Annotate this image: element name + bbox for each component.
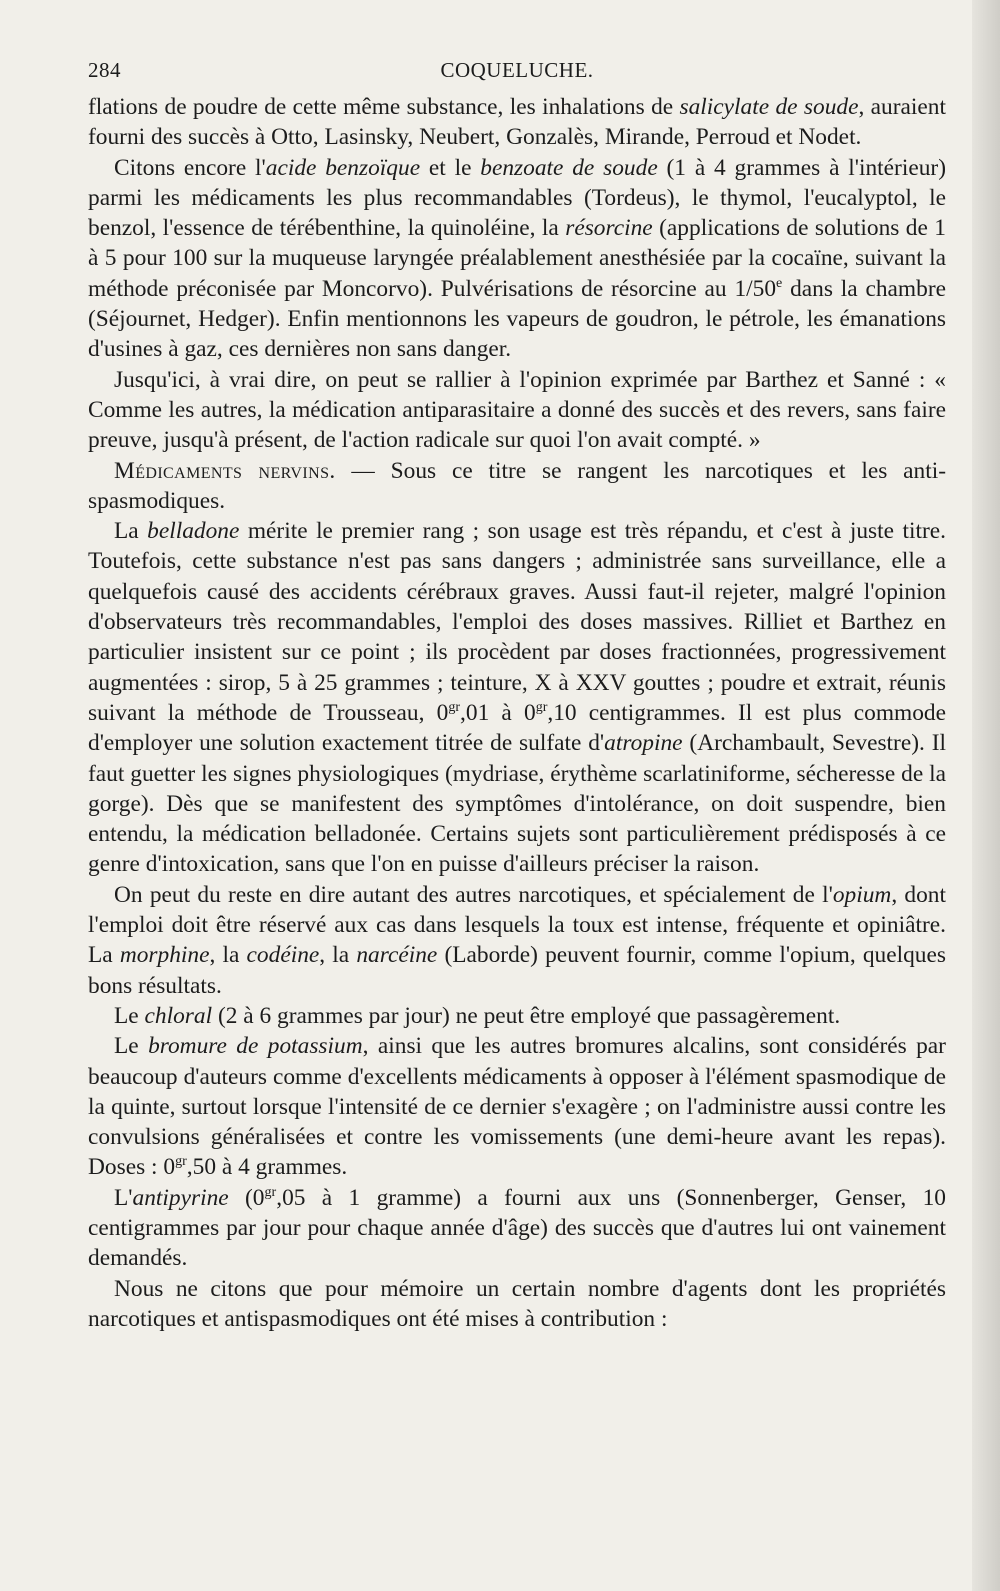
text-run: ,10 centigrammes. Il est plus commode d'employer une solution exactement titrée de sulfate d' bbox=[88, 699, 946, 757]
italic-text: benzoate de soude bbox=[480, 154, 658, 181]
body-text bbox=[88, 92, 946, 1334]
text-run: (2 à 6 grammes par jour) ne peut être employé que passagèrement. bbox=[212, 1002, 841, 1029]
paragraph-belladone bbox=[88, 516, 946, 880]
italic-text: antipyrine bbox=[132, 1184, 229, 1211]
running-head bbox=[88, 52, 946, 92]
text-run: Le bbox=[114, 1033, 149, 1060]
superscript: gr bbox=[448, 699, 461, 716]
italic-text: morphine bbox=[119, 942, 210, 969]
text-run: mérite le premier rang ; son usage est très répandu, et c'est à juste titre. Toutefois, cette substance n'est pas sans dangers ; administrée sans surveillance, elle a quelquefois causé des accidents cérébraux graves. Aussi faut-il rejeter, malgré l'opinion d'observateurs très recommandables, l'emploi des doses massives. Rilliet et Barthez en particulier insistent sur ce point ; ils procèdent par doses fractionnées, progressivement augmentées : sirop, 5 à 25 grammes ; teinture, X à XXV gouttes ; poudre et extrait, réunis suivant la méthode de Trousseau, 0 bbox=[88, 518, 946, 726]
paragraph-chloral bbox=[88, 1001, 946, 1031]
page-content bbox=[88, 52, 946, 1334]
text-run: , dont l'emploi doit être réservé aux cas dans lesquels la toux est intense, fréquente et opiniâtre. La bbox=[88, 881, 947, 969]
text-run: (0 bbox=[228, 1184, 265, 1211]
text-run: ,50 à 4 grammes. bbox=[186, 1154, 348, 1181]
paragraph-antiseptics bbox=[88, 153, 946, 365]
text-run: , auraient fourni des succès à Otto, Lasinsky, Neubert, Gonzalès, Mirande, Perroud et Nodet. bbox=[88, 94, 946, 151]
text-run: (1 à 4 grammes à l'intérieur) parmi les médicaments les plus recommandables (Tordeus), le thymol, l'eucalyptol, le benzol, l'essence de térébenthine, la quinoléine, la bbox=[88, 154, 946, 242]
text-run: (applications de solutions de 1 à 5 pour 100 sur la muqueuse laryngée préalablement anesthésiée par la cocaïne, suivant la méthode préconisée par Moncorvo). Pulvérisations de résorcine au 1/50 bbox=[88, 215, 946, 302]
text-run: On peut du reste en dire autant des autres narcotiques, et spécialement de l' bbox=[114, 881, 833, 908]
italic-text: chloral bbox=[144, 1002, 213, 1029]
superscript: gr bbox=[535, 699, 548, 716]
italic-text: résorcine bbox=[565, 215, 653, 242]
small-caps-heading: Médicaments nervins. bbox=[114, 457, 336, 484]
paragraph-narcotiques bbox=[88, 880, 946, 1001]
italic-text: atropine bbox=[604, 730, 683, 757]
italic-text: acide benzoïque bbox=[265, 154, 421, 181]
text-run: ,01 à 0 bbox=[460, 699, 536, 726]
text-run: La bbox=[114, 518, 148, 545]
text-run: flations de poudre de cette même substance, les inhalations de bbox=[88, 94, 680, 120]
section-heading-nervins bbox=[88, 456, 946, 517]
paragraph-other-agents bbox=[88, 1274, 946, 1335]
paragraph-continued bbox=[88, 92, 946, 153]
superscript: gr bbox=[264, 1183, 277, 1200]
text-run: , ainsi que les autres bromures alcalins, sont considérés par beaucoup d'auteurs comme d'excellents médicaments à opposer à l'élément spasmodique de la quinte, surtout lorsque l'intensité de ce dernier s'exagère ; on l'administre aussi contre les convulsions généralisées et contre les vomissements (une demi-heure avant les repas). Doses : 0 bbox=[88, 1033, 946, 1181]
paragraph-bromure bbox=[88, 1031, 946, 1182]
text-run: et le bbox=[420, 154, 481, 181]
italic-text: narcéine bbox=[356, 942, 438, 969]
binding-shadow bbox=[972, 0, 1000, 1591]
paragraph-antipyrine bbox=[88, 1183, 946, 1274]
text-run: ,05 à 1 gramme) a fourni aux uns (Sonnenberger, Genser, 10 centigrammes par jour pour chaque année d'âge) des succès que d'autres lui ont vainement demandés. bbox=[88, 1184, 946, 1272]
text-run: , la bbox=[209, 942, 247, 969]
text-run: — Sous ce titre se rangent les narcotiques et les antispasmodiques. bbox=[88, 457, 946, 514]
text-run: (Laborde) peuvent fournir, comme l'opium, quelques bons résultats. bbox=[88, 942, 946, 999]
superscript: gr bbox=[175, 1153, 187, 1170]
text-run: L' bbox=[114, 1184, 133, 1211]
text-run: Citons encore l' bbox=[114, 154, 266, 181]
italic-text: belladone bbox=[147, 518, 240, 545]
italic-text: opium bbox=[832, 881, 892, 908]
text-run: dans la chambre (Séjournet, Hedger). Enfin mentionnons les vapeurs de goudron, le pétrole, les émanations d'usines à gaz, ces dernières non sans danger. bbox=[88, 275, 946, 363]
italic-text: codéine bbox=[246, 942, 320, 969]
text-run: Jusqu'ici, à vrai dire, on peut se rallier à l'opinion exprimée par Barthez et Sanné : « Comme les autres, la médication antiparasitaire a donné des succès et des revers, sans faire preuve, jusqu'à présent, de l'action radicale sur quoi l'on avait compté. » bbox=[88, 366, 946, 454]
italic-text: bromure de potassium bbox=[148, 1033, 363, 1060]
superscript: e bbox=[776, 274, 783, 291]
text-run: (Archambault, Sevestre). Il faut guetter les signes physiologiques (mydriase, érythème scarlatiniforme, sécheresse de la gorge). Dès que se manifestent des symptômes d'intolérance, on doit suspendre, bien entendu, la médication belladonée. Certains sujets sont particulièrement prédisposés à ce genre d'intoxication, sans que l'on en puisse d'ailleurs préciser la raison. bbox=[88, 730, 946, 878]
paragraph-barthez-quote bbox=[88, 365, 946, 456]
page-number: 284 bbox=[88, 58, 121, 82]
text-run: , la bbox=[319, 942, 357, 969]
text-run: Nous ne citons que pour mémoire un certain nombre d'agents dont les propriétés narcotiques et antispasmodiques ont été mises à contribution : bbox=[88, 1275, 946, 1332]
text-run: Le bbox=[114, 1002, 145, 1029]
italic-text: salicylate de soude bbox=[679, 94, 859, 120]
running-title: COQUELUCHE. bbox=[440, 58, 594, 82]
